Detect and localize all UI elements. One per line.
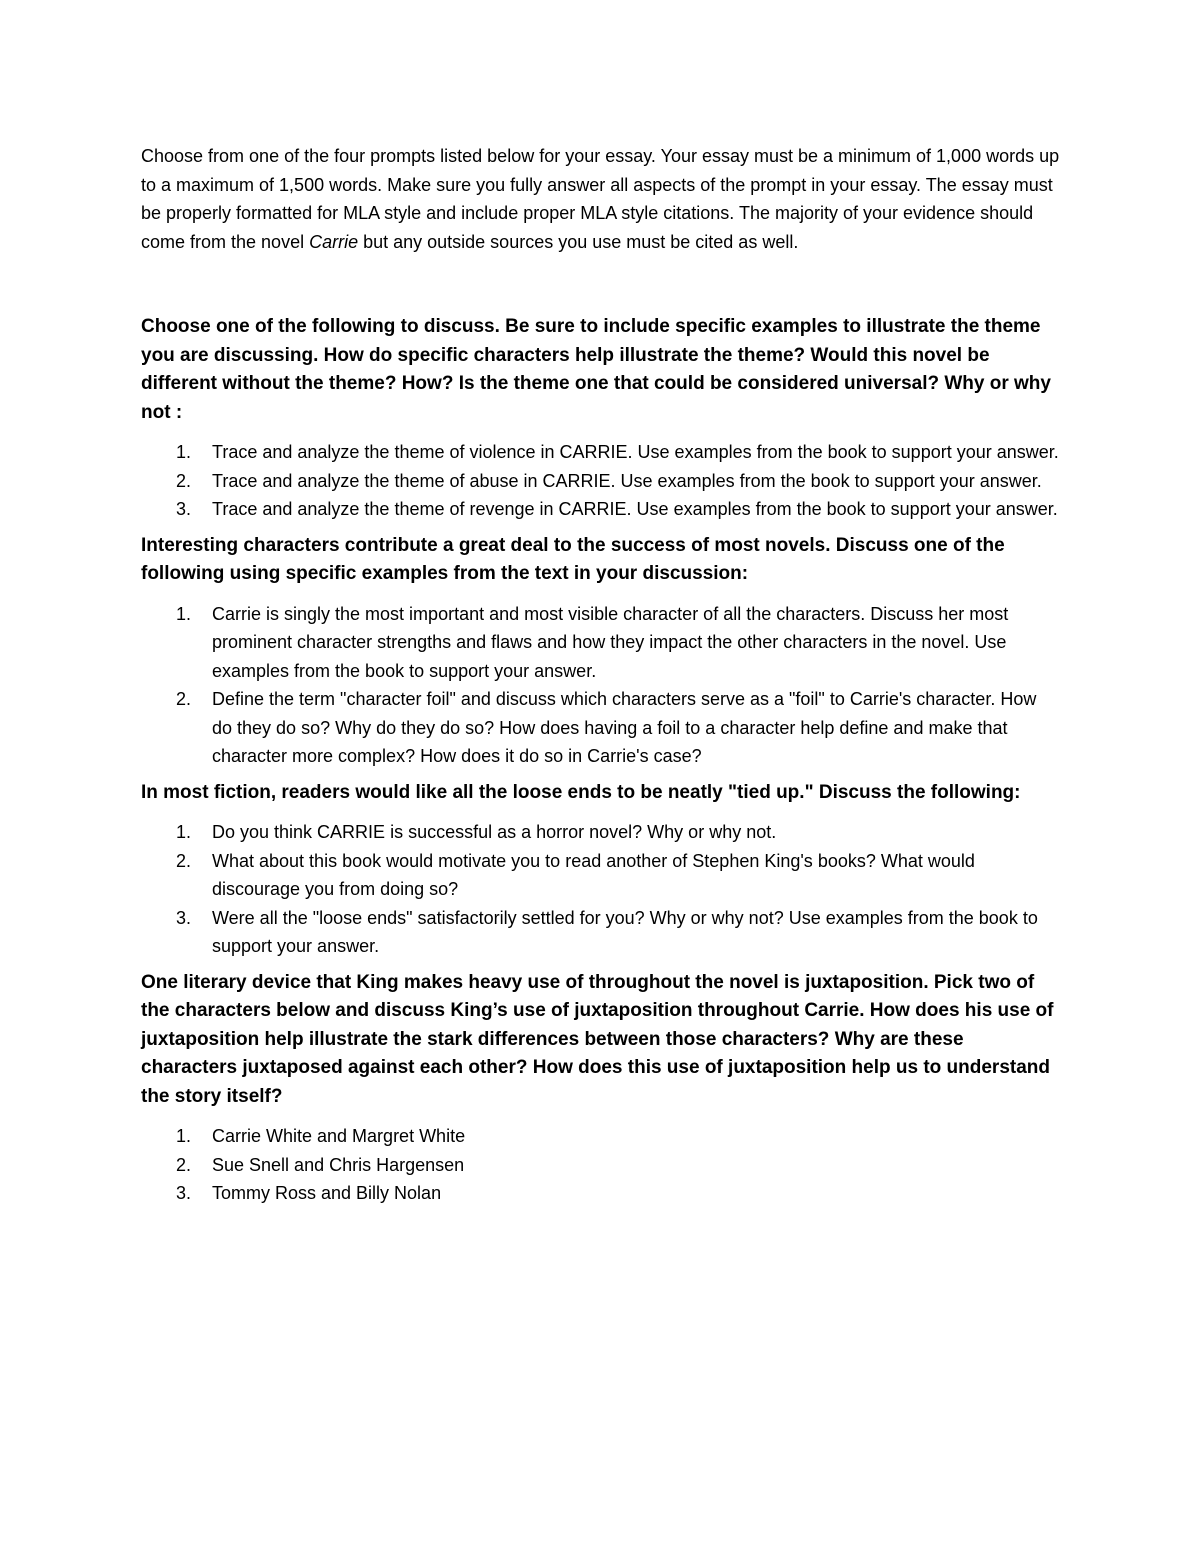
list-item: [141, 495, 1061, 524]
list-item-text: What about this book would motivate you to read another of Stephen King's books? What would discourage you from doing so?: [212, 850, 975, 899]
section-heading-juxtaposition: One literary device that King makes heavy use of throughout the novel is juxtaposition. Pick two of the characters below and discuss King’s use of juxtaposition throughout Carrie. How does his use of juxtaposition help illustrate the stark differences between those characters? Why are these characters juxtaposed against each other? How does this use of juxtaposition help us to understand the story itself?: [141, 971, 1054, 1107]
list-item: [141, 904, 1061, 961]
list-item: [141, 818, 1061, 847]
list-item-text: Define the term "character foil" and discuss which characters serve as a "foil" to Carrie's character. How do they do so? Why do they do so? How does having a foil to a character help define and make that character more complex? How does it do so in Carrie's case?: [212, 689, 1037, 766]
section-heading-theme: Choose one of the following to discuss. Be sure to include specific examples to illustrate the theme you are discussing. How do specific characters help illustrate the theme? Would this novel be different without the theme? How? Is the theme one that could be considered universal? Why or why not :: [141, 316, 1051, 423]
list-item-number: 1.: [176, 822, 192, 842]
section-heading-characters: Interesting characters contribute a great deal to the success of most novels. Discuss one of the following using specific examples from the text in your discussion:: [141, 534, 1005, 584]
list-item-text: Carrie is singly the most important and most visible character of all the characters. Discuss her most prominent character strengths and flaws and how they impact the other characters in the novel. Use examples from the book to support your answer.: [212, 603, 1009, 681]
list-item: [141, 438, 1061, 467]
characters-prompt-list: [141, 600, 1061, 771]
list-item: [141, 1179, 1061, 1208]
list-item-number: 3.: [176, 499, 192, 519]
list-item-number: 1.: [176, 442, 192, 462]
list-item-number: 2.: [176, 850, 192, 871]
novel-title: Carrie: [309, 231, 359, 252]
list-item-text: Do you think CARRIE is successful as a horror novel? Why or why not.: [212, 822, 777, 842]
list-item-number: 3.: [176, 1183, 192, 1203]
list-item-text: Trace and analyze the theme of revenge in CARRIE. Use examples from the book to support your answer.: [212, 499, 1058, 519]
list-item-text: Trace and analyze the theme of violence in CARRIE. Use examples from the book to support your answer.: [212, 442, 1059, 462]
theme-prompt-list: [141, 438, 1061, 524]
list-item-text: Carrie White and Margret White: [212, 1126, 466, 1146]
list-item-number: 1.: [176, 603, 192, 624]
list-item: [141, 1151, 1061, 1180]
list-item-number: 3.: [176, 907, 192, 928]
list-item-number: 2.: [176, 470, 192, 491]
intro-text-part2: but any outside sources you use must be cited as well.: [358, 231, 799, 252]
list-item-number: 1.: [176, 1126, 192, 1146]
list-item: [141, 467, 1061, 496]
list-item-number: 2.: [176, 1154, 192, 1175]
section-heading-loose-ends: In most fiction, readers would like all the loose ends to be neatly "tied up." Discuss the following:: [141, 781, 1021, 803]
intro-paragraph: [141, 142, 1061, 256]
list-item-text: Tommy Ross and Billy Nolan: [212, 1183, 442, 1203]
list-item: [141, 847, 1061, 904]
list-item: [141, 685, 1061, 771]
list-item-text: Trace and analyze the theme of abuse in CARRIE. Use examples from the book to support your answer.: [212, 470, 1042, 491]
list-item: [141, 1122, 1061, 1151]
list-item-number: 2.: [176, 689, 192, 709]
loose-ends-prompt-list: [141, 818, 1061, 961]
list-item: [141, 600, 1061, 686]
document-page: [141, 142, 1061, 1208]
juxtaposition-prompt-list: [141, 1122, 1061, 1208]
list-item-text: Sue Snell and Chris Hargensen: [212, 1154, 465, 1175]
list-item-text: Were all the "loose ends" satisfactorily settled for you? Why or why not? Use examples from the book to support your answer.: [212, 907, 1038, 956]
intro-text-part1: Choose from one of the four prompts listed below for your essay. Your essay must be a minimum of 1,000 words up to a maximum of 1,500 words. Make sure you fully answer all aspects of the prompt in your essay. The essay must be properly formatted for MLA style and include proper MLA style citations. The majority of your evidence should come from the novel: [141, 146, 1060, 252]
